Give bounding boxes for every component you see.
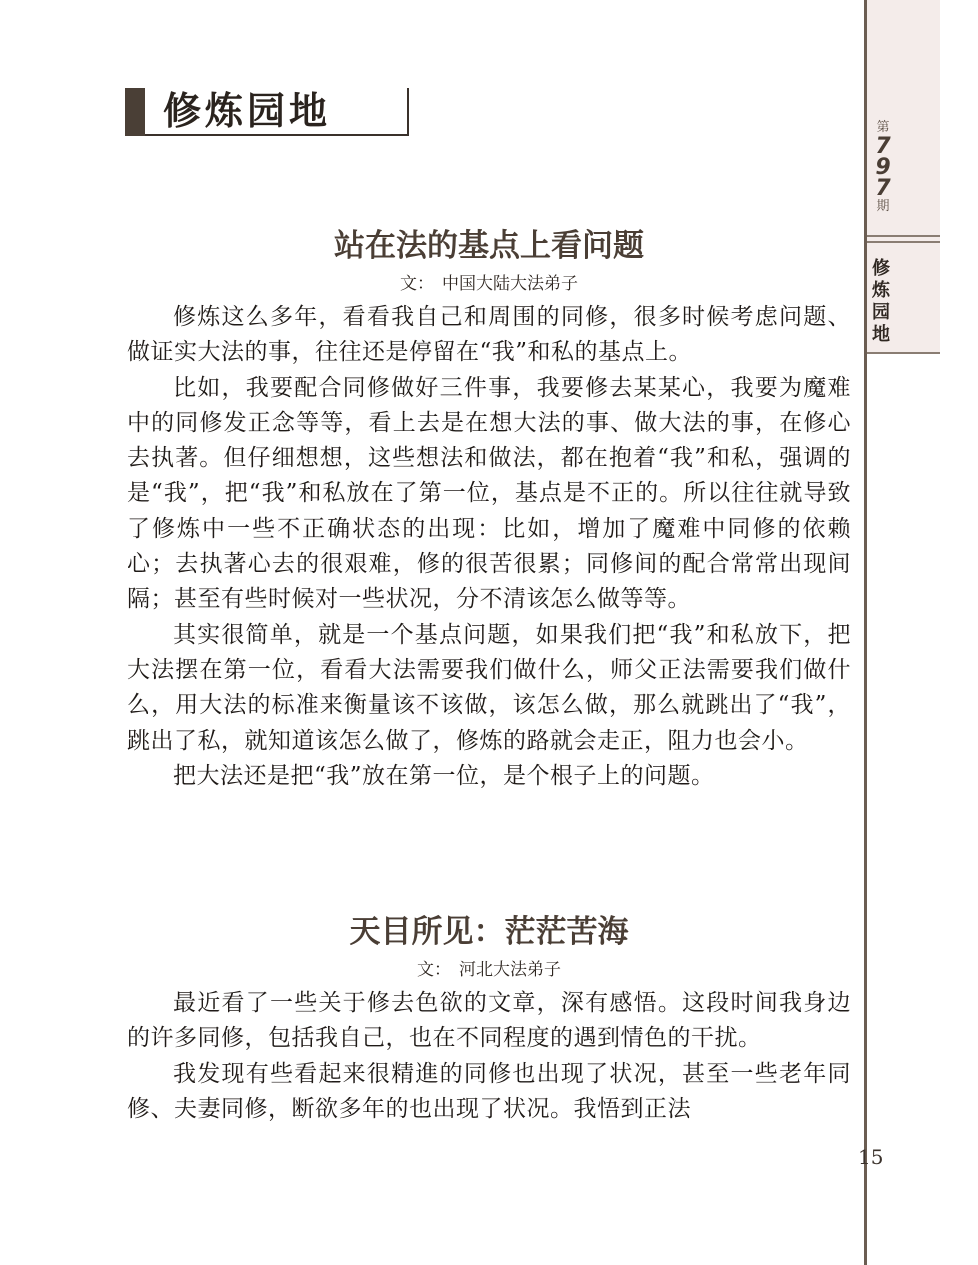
side-section-char: 地	[872, 324, 890, 345]
article-1	[127, 226, 851, 794]
article-paragraph: 其实很简单，就是一个基点问题，如果我们把“我”和私放下，把大法摆在第一位，看看大法需要我们做什么，师父正法需要我们做什么，用大法的标准来衡量该不该做，该怎么做，那么就跳出了“我”，跳出了私，就知道该怎么做了，修炼的路就会走正，阻力也会小。	[127, 621, 851, 754]
side-divider	[867, 241, 940, 243]
byline-label: 文：	[417, 960, 451, 980]
article-2	[127, 912, 851, 1127]
article-paragraph: 修炼这么多年，看看我自己和周围的同修，很多时候考虑问题、做证实大法的事，往往还是停留在“我”和私的基点上。	[127, 304, 851, 366]
byline-author: 河北大法弟子	[459, 960, 561, 980]
side-divider	[867, 235, 940, 237]
header-accent-bar	[125, 88, 145, 136]
issue-prefix: 第	[876, 120, 890, 135]
article-paragraph: 最近看了一些关于修去色欲的文章，深有感悟。这段时间我身边的许多同修，包括我自己，也在不同程度的遇到情色的干扰。	[127, 990, 851, 1052]
issue-suffix: 期	[876, 199, 890, 214]
article-title: 天目所见：茫茫苦海	[349, 914, 629, 950]
issue-digit: 7	[875, 176, 891, 201]
side-section-char: 炼	[872, 280, 890, 301]
article-paragraph: 我发现有些看起来很精進的同修也出现了状况，甚至一些老年同修、夫妻同修，断欲多年的也出现了状况。我悟到正法	[127, 1060, 851, 1122]
issue-digit: 7	[875, 134, 891, 159]
article-title: 站在法的基点上看问题	[334, 228, 644, 264]
side-section-label	[867, 258, 895, 346]
issue-digit: 9	[875, 155, 891, 180]
issue-number	[867, 120, 899, 215]
section-header-title: 修炼园地	[163, 89, 332, 133]
page-number: 15	[858, 1145, 884, 1169]
article-byline	[127, 958, 851, 982]
section-header	[125, 88, 409, 136]
article-paragraph: 把大法还是把“我”放在第一位，是个根子上的问题。	[173, 762, 715, 789]
byline-label: 文：	[400, 274, 434, 294]
article-paragraph: 比如，我要配合同修做好三件事，我要修去某某心，我要为魔难中的同修发正念等等，看上去是在想大法的事、做大法的事，在修心去执著。但仔细想想，这些想法和做法，都在抱着“我”和私，强调的是“我”，把“我”和私放在了第一位，基点是不正的。所以往往就导致了修炼中一些不正确状态的出现：比如，增加了魔难中同修的依赖心；去执著心去的很艰难，修的很苦很累；同修间的配合常常出现间隔；甚至有些时候对一些状况，分不清该怎么做等等。	[127, 374, 851, 613]
article-byline	[127, 272, 851, 296]
side-section-char: 园	[872, 302, 890, 323]
side-section-char: 修	[872, 258, 890, 279]
byline-author: 中国大陆大法弟子	[442, 274, 578, 294]
